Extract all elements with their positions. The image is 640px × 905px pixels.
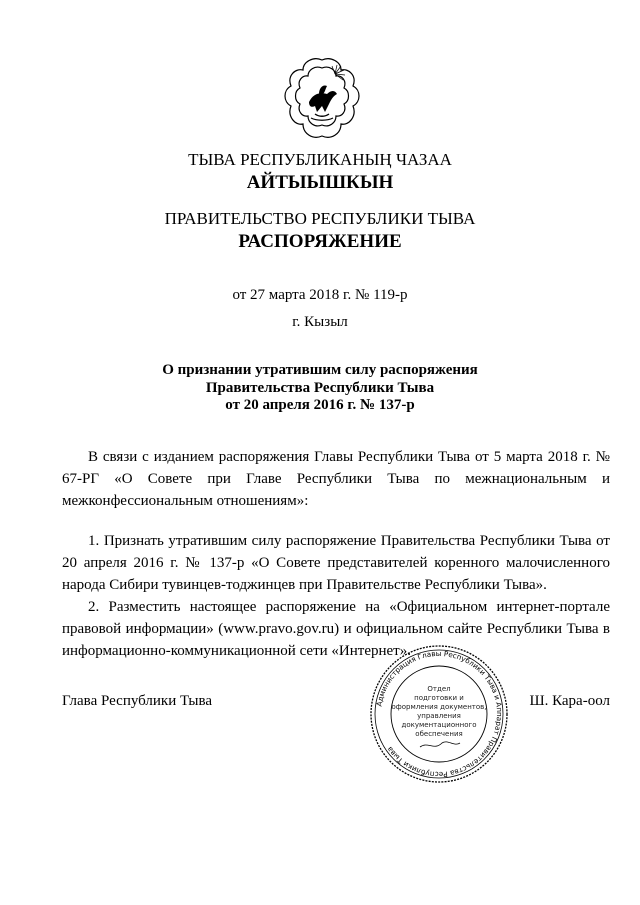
stamp-inner-line: управления [417,712,461,720]
stamp-outer-text: Администрация Главы Республики Тыва и Аппарат Правительства Республики Тыва [374,648,505,780]
title-line-1: О признании утратившим силу распоряжения [162,362,478,378]
document-body [62,446,610,662]
coat-of-arms-emblem [281,54,363,142]
stamp-inner-line: обеспечения [415,730,463,738]
stamp-inner-line: Отдел [427,685,451,693]
signature-position: Глава Республики Тыва [62,693,213,709]
russian-document-type: РАСПОРЯЖЕНИЕ [238,231,402,252]
title-line-3: от 20 апреля 2016 г. № 137-р [225,397,415,413]
tuvan-document-type: АЙТЫЫШКЫН [246,172,394,193]
title-line-2: Правительства Республики Тыва [205,379,435,396]
russian-government-name: ПРАВИТЕЛЬСТВО РЕСПУБЛИКИ ТЫВА [164,209,476,228]
tuvan-government-name: ТЫВА РЕСПУБЛИКАНЫҢ ЧАЗАА [188,150,452,169]
stamp-inner-line: оформления документов, [391,703,487,711]
signature-name: Ш. Кара-оол [529,693,610,709]
document-title [0,362,640,415]
stamp-inner-line: подготовки и [414,694,464,702]
stamp-inner-line: документационного [401,721,477,729]
body-item-1: 1. Признать утратившим силу распоряжение Правительства Республики Тыва от 20 апреля 2016 г. № 137-р «О Совете представителей коренного малочисленного народа Сибири тувинцев-тоджинцев при Правительстве Республики Тыва». [62,533,610,593]
document-date-number: от 27 марта 2018 г. № 119-р [232,287,408,303]
official-stamp [368,643,510,785]
document-place: г. Кызыл [292,314,348,330]
body-preamble: В связи с изданием распоряжения Главы Республики Тыва от 5 марта 2018 г. № 67-РГ «О Совете при Главе Республики Тыва по межнациональным и межконфессиональным отношениям»: [62,449,610,509]
body-item-2: 2. Разместить настоящее распоряжение на «Официальном интернет-портале правовой информации» (www.pravo.gov.ru) и официальном сайте Республики Тыва в информационно-коммуникационной сети «Интернет». [62,599,610,659]
